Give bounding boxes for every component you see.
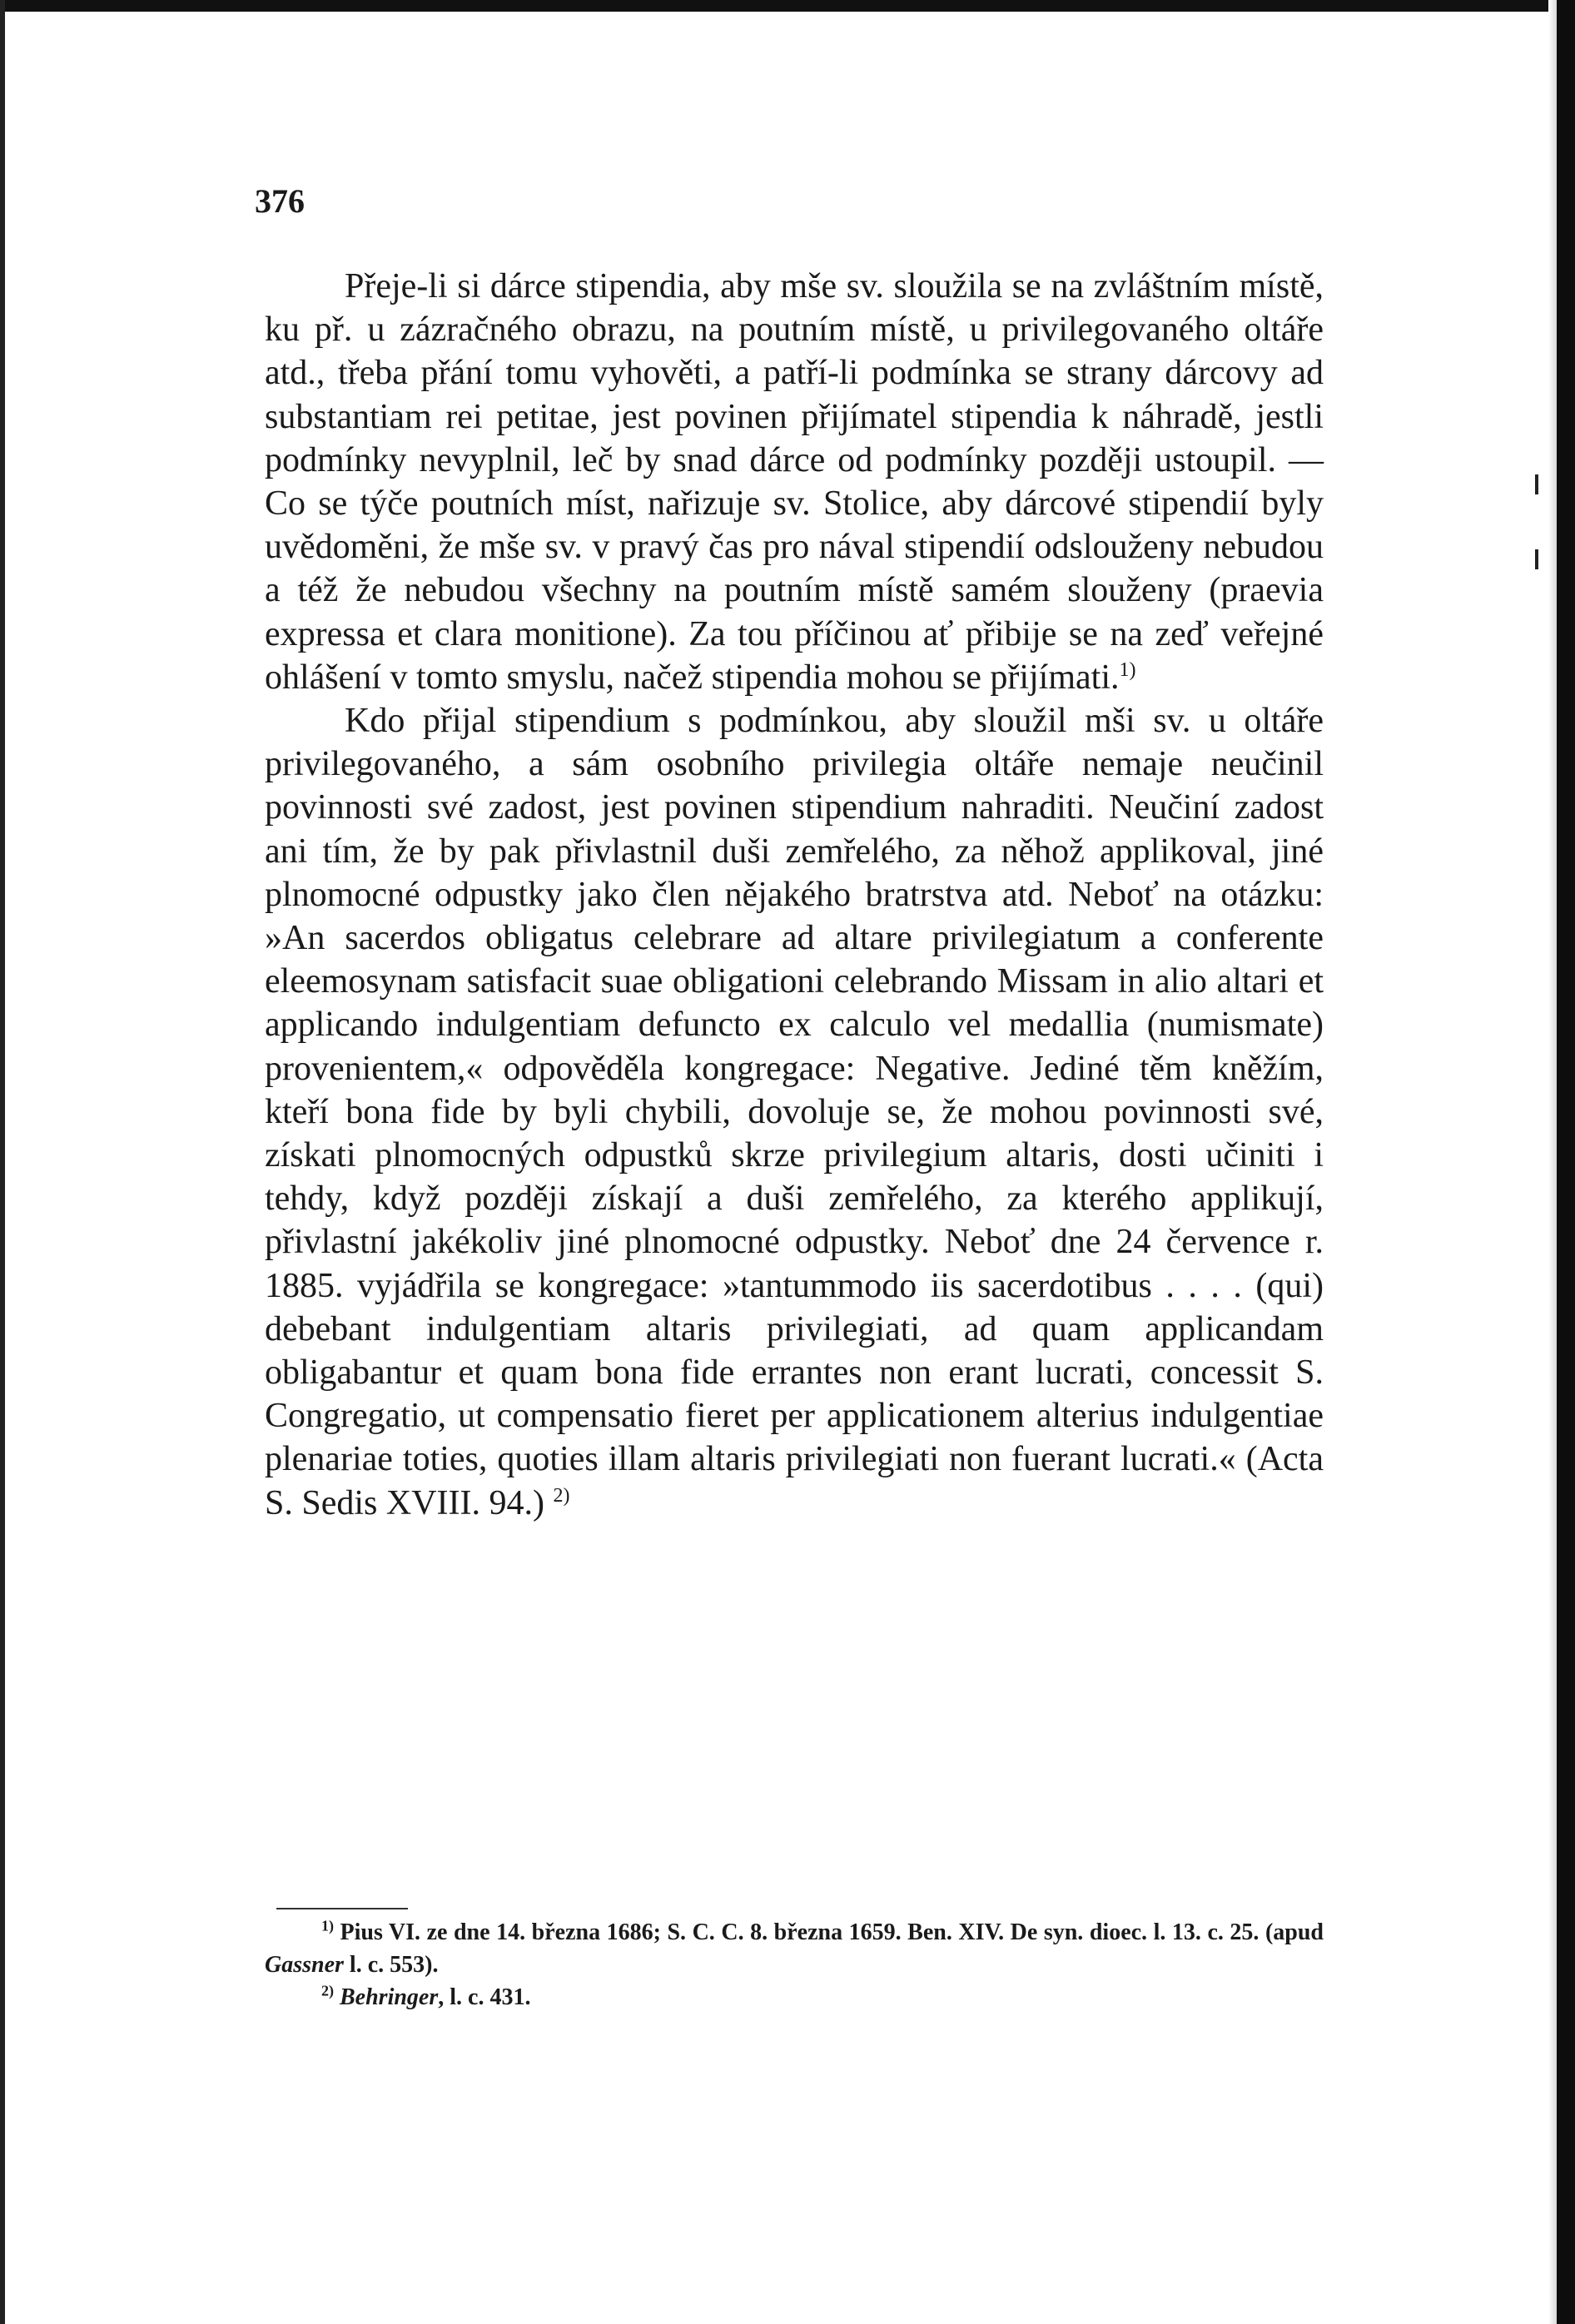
scan-border-left (0, 0, 5, 2324)
scan-border-top (0, 0, 1575, 12)
footnote-text: Pius VI. ze dne 14. března 1686; S. C. C. 8. března 1659. Ben. XIV. De syn. dioec. l. 13. c. 25. (apud (340, 1919, 1324, 1945)
footnote-2 (265, 1981, 1324, 2014)
footnote-reference: 2) (553, 1484, 570, 1507)
scan-edge-mark (1535, 549, 1538, 569)
scan-page-edge-shadow (1548, 0, 1557, 2324)
footnote-text: l. c. 553). (343, 1952, 439, 1978)
paragraph-privileged-altar (265, 699, 1324, 1525)
footnote-1 (265, 1916, 1324, 1981)
footnote-author: Gassner (265, 1952, 344, 1978)
footnote-marker: 2) (321, 1982, 334, 1999)
paragraph-stipendia-place (265, 265, 1324, 699)
footnote-author: Behringer (340, 1984, 439, 2010)
paragraph-text: Přeje-li si dárce stipendia, aby mše sv. sloužila se na zvláštním místě, ku př. u zázračného obrazu, na poutním místě, u privilegovaného oltáře atd., třeba přání tomu vyhověti, a patří-li podmínka se strany dárcovy ad substantiam rei petitae, jest povinen přijímatel stipendia k náhradě, jestli podmínky nevyplnil, leč by snad dárce od podmínky později ustoupil. — Co se týče poutních míst, nařizuje sv. Stolice, aby dárcové stipendií byly uvědoměni, že mše sv. v pravý čas pro nával stipendií odslouženy nebudou a též že nebudou všechny na poutním místě samém slouženy (praevia expressa et clara monitione). Za tou příčinou ať přibije se na zeď veřejné ohlášení v tomto smyslu, načež stipendia mohou se přijímati. (265, 267, 1324, 697)
paragraph-text: Kdo přijal stipendium s podmínkou, aby sloužil mši sv. u oltáře privilegovaného, a sám osobního privilegia oltáře nemaje neučinil povinnosti své zadost, jest povinen stipendium nahraditi. Neučiní zadost ani tím, že by pak přivlastnil duši zemřelého, za něhož applikoval, jiné plnomocné odpustky jako člen nějakého bratrstva atd. Neboť na otázku: »An sacerdos obligatus celebrare ad altare privilegiatum a conferente eleemosynam satisfacit suae obligationi celebrando Missam in alio altari et applicando indulgentiam defuncto ex calculo vel medallia (numismate) provenientem,« odpověděla kongregace: Negative. Jediné těm kněžím, kteří bona fide by byli chybili, dovoluje se, že mohou povinnosti své, získati plnomocných odpustků skrze privilegium altaris, dosti učiniti i tehdy, když později získají a duši zemřelého, za kterého applikují, přivlastní jakékoliv jiné plnomocné odpustky. Neboť dne 24 července r. 1885. vyjádřila se kongregace: »tantummodo iis sacerdotibus . . . . (qui) debebant indulgentiam altaris privilegiati, ad quam applicandam obligabantur et quam bona fide errantes non erant lucrati, concessit S. Congregatio, ut compensatio fieret per applicationem alterius indulgentiae plenariae toties, quoties illam altaris privilegiati non fuerant lucrati.« (Acta S. Sedis XVIII. 94.) (265, 702, 1324, 1522)
footnote-marker: 1) (321, 1917, 334, 1934)
footnote-reference: 1) (1119, 658, 1136, 681)
footnote-text: , l. c. 431. (438, 1984, 531, 2010)
body-text (265, 265, 1324, 1525)
scan-border-right (1557, 0, 1575, 2324)
footnotes (265, 1916, 1324, 2014)
scan-edge-mark (1535, 474, 1538, 494)
page-number: 376 (255, 182, 305, 220)
footnote-separator (276, 1908, 408, 1909)
